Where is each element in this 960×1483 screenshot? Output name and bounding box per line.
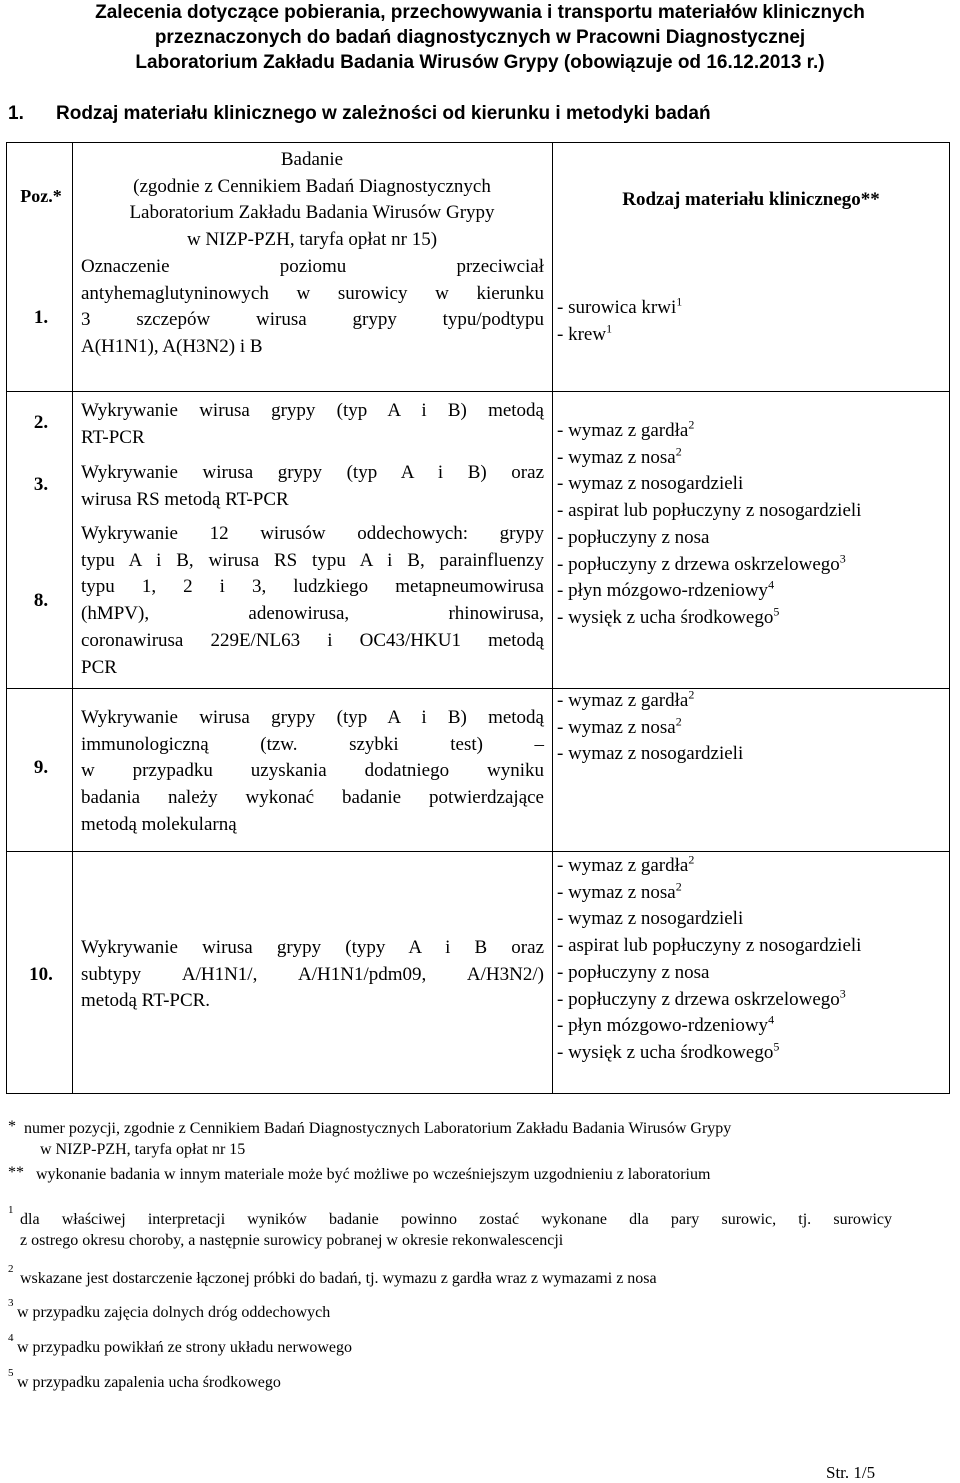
title-line: przeznaczonych do badań diagnostycznych w Pracowni Diagnostycznej (154, 27, 806, 48)
footnote-symbol: 4 (8, 1332, 14, 1344)
section-number: 1. (8, 103, 24, 124)
footnote-line: wykonanie badania w innym materiale może być możliwe po wcześniejszym uzgodnieniu z laboratorium (36, 1166, 711, 1183)
footnote (36, 1164, 896, 1185)
material-item: - krew$^1$ (557, 321, 613, 345)
footnote-line: wskazane jest dostarczenie łączonej próbki do badań, tj. wymazu z gardła wraz z wymazami z nosa (20, 1270, 657, 1287)
material-item: - surowica krwi$^1$ (557, 294, 683, 318)
footnote-line: w przypadku zajęcia dolnych dróg oddechowych (17, 1304, 331, 1321)
title-line: Zalecenia dotyczące pobierania, przechowywania i transportu materiałów klinicznych (95, 2, 865, 23)
test-line: Wykrywanie wirusa grypy (typ A i B) metodą (81, 400, 544, 421)
test-line: Wykrywanie wirusa grypy (typy A i B oraz (81, 937, 544, 958)
page-number: Str. 1/5 (826, 1463, 876, 1482)
footnote-symbol: 5 (8, 1367, 14, 1379)
header-test-line: Laboratorium Zakładu Badania Wirusów Grypy (129, 202, 495, 224)
material-item: - popłuczyny z drzewa oskrzelowego$^3$ (557, 986, 846, 1010)
document-title (0, 0, 960, 75)
material-item: - aspirat lub popłuczyny z nosogardzieli (557, 500, 862, 522)
test-description (81, 935, 544, 1015)
test-line: immunologiczną (tzw. szybki test) – (81, 733, 544, 755)
footnote-symbol: * (8, 1118, 16, 1135)
material-item: - wymaz z nosogardzieli (557, 743, 744, 765)
footnote (17, 1302, 877, 1323)
section-title: Rodzaj materiału klinicznego w zależności od kierunku i metodyki badań (56, 103, 711, 124)
material-item: - wymaz z nosa$^2$ (557, 714, 682, 738)
header-material: Rodzaj materiału klinicznego** (622, 189, 880, 210)
material-list (557, 418, 861, 632)
test-line: antyhemaglutyninowych w surowicy w kierunku (81, 282, 544, 304)
footnote (17, 1372, 877, 1393)
test-line: Oznaczenie poziomu przeciwciał (81, 256, 544, 277)
test-line: typu A i B, wirusa RS typu A i B, parainfluenzy (81, 549, 544, 571)
material-list (557, 295, 682, 348)
footnote (24, 1118, 884, 1160)
test-line: subtypy A/H1N1/, A/H1N1/pdm09, A/H3N2/) (81, 963, 544, 985)
footnote-line: w przypadku zapalenia ucha środkowego (17, 1374, 281, 1391)
test-line: metodą molekularną (81, 813, 237, 835)
material-item: - popłuczyny z nosa (557, 526, 710, 548)
position-number: 10. (29, 964, 53, 985)
test-line: w przypadku uzyskania dodatniego wyniku (81, 760, 544, 782)
test-line: metodą RT-PCR. (81, 990, 211, 1012)
test-line: Wykrywanie wirusa grypy (typ A i B) metodą (81, 707, 544, 728)
title-line: Laboratorium Zakładu Badania Wirusów Grypy (obowiązuje od 16.12.2013 r.) (135, 52, 825, 73)
material-list (557, 688, 743, 768)
footnote-line: w przypadku powikłań ze strony układu nerwowego (17, 1339, 353, 1356)
footnote (20, 1209, 892, 1251)
position-number: 3. (33, 474, 49, 495)
test-line: Wykrywanie wirusa grypy (typ A i B) oraz (81, 462, 544, 483)
material-item: - wysięk z ucha środkowego$^5$ (557, 604, 780, 628)
material-item: - wymaz z nosa$^2$ (557, 444, 682, 468)
position-number: 1. (33, 307, 49, 328)
material-item: - wymaz z gardła$^2$ (557, 417, 695, 441)
material-item: - popłuczyny z nosa (557, 961, 710, 983)
position-number: 9. (33, 757, 49, 778)
material-item: - wymaz z gardła$^2$ (557, 687, 695, 711)
test-line: wirusa RS metodą RT-PCR (81, 488, 289, 510)
position-number: 8. (33, 590, 49, 611)
material-item: - wymaz z nosa$^2$ (557, 879, 682, 903)
header-test-line: w NIZP-PZH, taryfa opłat nr 15) (186, 229, 438, 251)
test-line: RT-PCR (81, 426, 145, 448)
material-list (557, 853, 861, 1067)
material-item: - wymaz z nosogardzieli (557, 473, 744, 495)
material-item: - aspirat lub popłuczyny z nosogardzieli (557, 935, 862, 957)
test-line: typu 1, 2 i 3, ludzkiego metapneumowirusa (81, 576, 544, 598)
footnote-symbol: 2 (8, 1263, 14, 1275)
position-number: 2. (33, 412, 49, 433)
footnote-symbol: 3 (8, 1297, 14, 1309)
material-item: - płyn mózgowo-rdzeniowy$^4$ (557, 1012, 775, 1037)
test-line: A(H1N1), A(H3N2) i B (81, 336, 263, 358)
footnote-line: w NIZP-PZH, taryfa opłat nr 15 (40, 1141, 246, 1158)
header-position: Poz.* (20, 186, 62, 206)
material-item: - popłuczyny z drzewa oskrzelowego$^3$ (557, 551, 846, 575)
test-line: coronawirusa 229E/NL63 i OC43/HKU1 metodą (81, 629, 544, 651)
header-test-line: Badanie (280, 149, 344, 170)
footnote-line: numer pozycji, zgodnie z Cennikiem Badań Diagnostycznych Laboratorium Zakładu Badania Wirusów Grypy (24, 1120, 732, 1137)
test-line: 3 szczepów wirusa grypy typu/podtypu (81, 309, 544, 331)
footnote-line: z ostrego okresu choroby, a następnie surowicy pobranej w okresie rekonwalescencji (20, 1232, 564, 1249)
header-test-line: (zgodnie z Cennikiem Badań Diagnostycznych (133, 175, 491, 197)
material-item: - płyn mózgowo-rdzeniowy$^4$ (557, 577, 775, 602)
footnote-symbol: 1 (8, 1204, 14, 1216)
test-description (81, 254, 544, 361)
footnote (17, 1337, 877, 1358)
test-line: (hMPV), adenowirusa, rhinowirusa, (81, 603, 544, 625)
footnote-symbol: ** (8, 1164, 24, 1181)
test-description (81, 705, 544, 839)
footnote (20, 1268, 880, 1289)
section-heading (8, 101, 711, 127)
material-item: - wymaz z nosogardzieli (557, 908, 744, 930)
test-line: badania należy wykonać badanie potwierdzające (81, 787, 544, 809)
header-test (78, 147, 546, 254)
test-description (81, 460, 544, 513)
test-line: Wykrywanie 12 wirusów oddechowych: grypy (81, 523, 544, 544)
material-item: - wymaz z gardła$^2$ (557, 852, 695, 876)
test-line: PCR (81, 656, 117, 678)
material-item: - wysięk z ucha środkowego$^5$ (557, 1039, 780, 1063)
footnote-line: dla właściwej interpretacji wyników badanie powinno zostać wykonane dla pary surowic, tj. surowicy (20, 1211, 892, 1228)
test-description (81, 521, 544, 681)
test-description (81, 398, 544, 451)
